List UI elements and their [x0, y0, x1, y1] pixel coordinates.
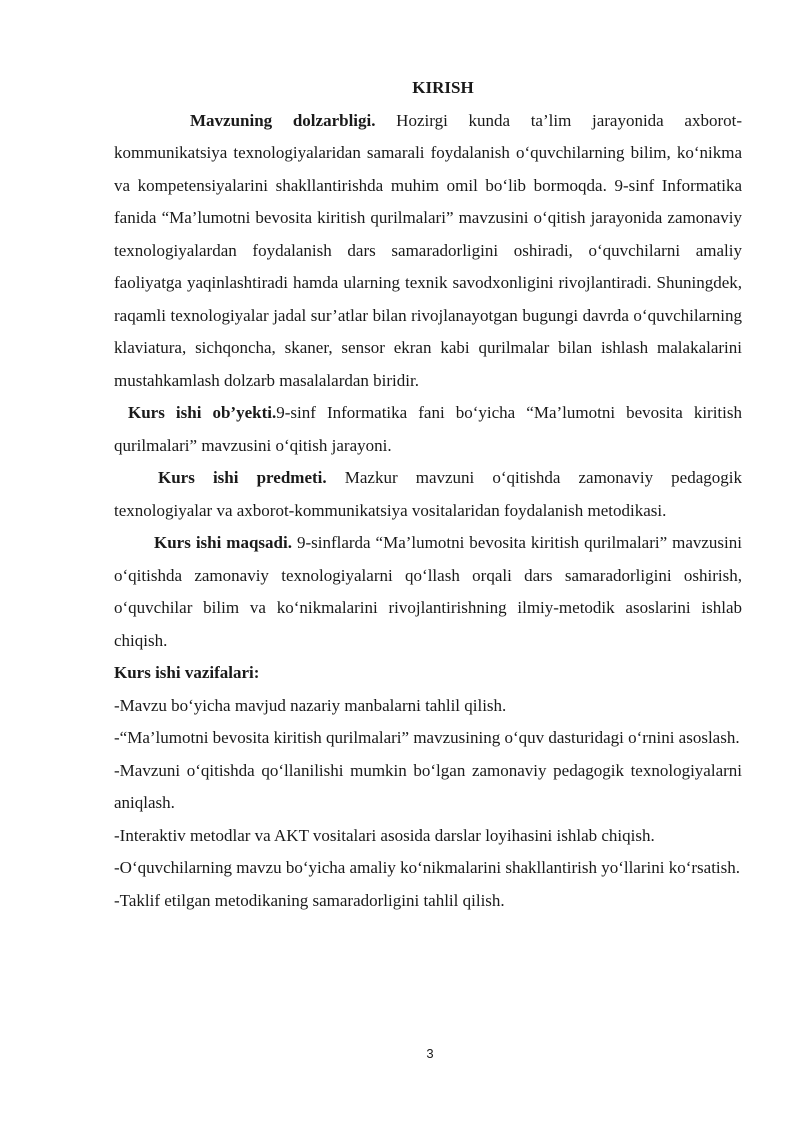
paragraph-dolzarblik — [114, 105, 742, 398]
dolzarblik-text: Hozirgi kunda ta’lim jarayonida axborot-kommunikatsiya texnologiyalaridan samarali foydalanish o‘quvchilarning bilim, ko‘nikma va kompetensiyalarini shakllantirishda muhim omil bo‘lib bormoqda. 9-sinf Informatika fanida “Ma’lumotni bevosita kiritish qurilmalari” mavzusini o‘qitish jarayonida zamonaviy texnologiyalardan foydalanish dars samaradorligini oshiradi, o‘quvchilarni amaliy faoliyatga yaqinlashtiradi hamda ularning texnik savodxonligini rivojlantiradi. Shuningdek, raqamli texnologiyalar jadal sur’atlar bilan rivojlanayotgan bugungi davrda o‘quvchilarning klaviatura, sichqoncha, skaner, sensor ekran kabi qurilmalar bilan ishlash malakalarini mustahkamlash dolzarb masalalardan biridir. — [114, 110, 742, 390]
list-item: -Mavzuni o‘qitishda qo‘llanilishi mumkin bo‘lgan zamonaviy pedagogik texnologiyalarni aniqlash. — [114, 760, 742, 812]
list-item: -Mavzu bo‘yicha mavjud nazariy manbalarni tahlil qilish. — [114, 695, 507, 715]
paragraph-obyekt — [114, 397, 742, 462]
document-page — [114, 72, 742, 917]
page-number: 3 — [426, 1046, 434, 1061]
predmet-text: Mazkur mavzuni o‘qitishda zamonaviy pedagogik texnologiyalar va axborot-kommunikatsiya vositalaridan foydalanish metodikasi. — [114, 468, 742, 520]
list-item: -O‘quvchilarning mavzu bo‘yicha amaliy ko‘nikmalarini shakllantirish yo‘llarini ko‘rsatish. — [114, 858, 741, 877]
dolzarblik-label: Mavzuning dolzarbligi. — [190, 110, 376, 130]
vazifalar-list — [114, 690, 742, 918]
obyekt-text: 9-sinf Informatika fani bo‘yicha “Ma’lumotni bevosita kiritish qurilmalari” mavzusini o‘qitish jarayoni. — [114, 403, 742, 455]
list-item: -Taklif etilgan metodikaning samaradorligini tahlil qilish. — [114, 890, 505, 910]
maqsad-text: 9-sinflarda “Ma’lumotni bevosita kiritish qurilmalari” mavzusini o‘qitishda zamonaviy texnologiyalarni qo‘llash orqali dars samaradorligini oshirish, o‘quvchilar bilim va ko‘nikmalarini rivojlantirishning ilmiy-metodik asoslarini ishlab chiqish. — [114, 533, 742, 650]
list-item: -Interaktiv metodlar va AKT vositalari asosida darslar loyihasini ishlab chiqish. — [114, 825, 655, 845]
maqsad-label: Kurs ishi maqsadi. — [154, 533, 292, 552]
paragraph-maqsad — [114, 527, 742, 657]
page-title: KIRISH — [412, 78, 474, 97]
predmet-label: Kurs ishi predmeti. — [158, 468, 327, 487]
list-item: -“Ma’lumotni bevosita kiritish qurilmalari” mavzusining o‘quv dasturidagi o‘rnini asoslash. — [114, 728, 740, 747]
obyekt-label: Kurs ishi ob’yekti. — [128, 403, 277, 422]
vazifalar-heading: Kurs ishi vazifalari: — [114, 663, 260, 682]
paragraph-predmet — [114, 462, 742, 527]
